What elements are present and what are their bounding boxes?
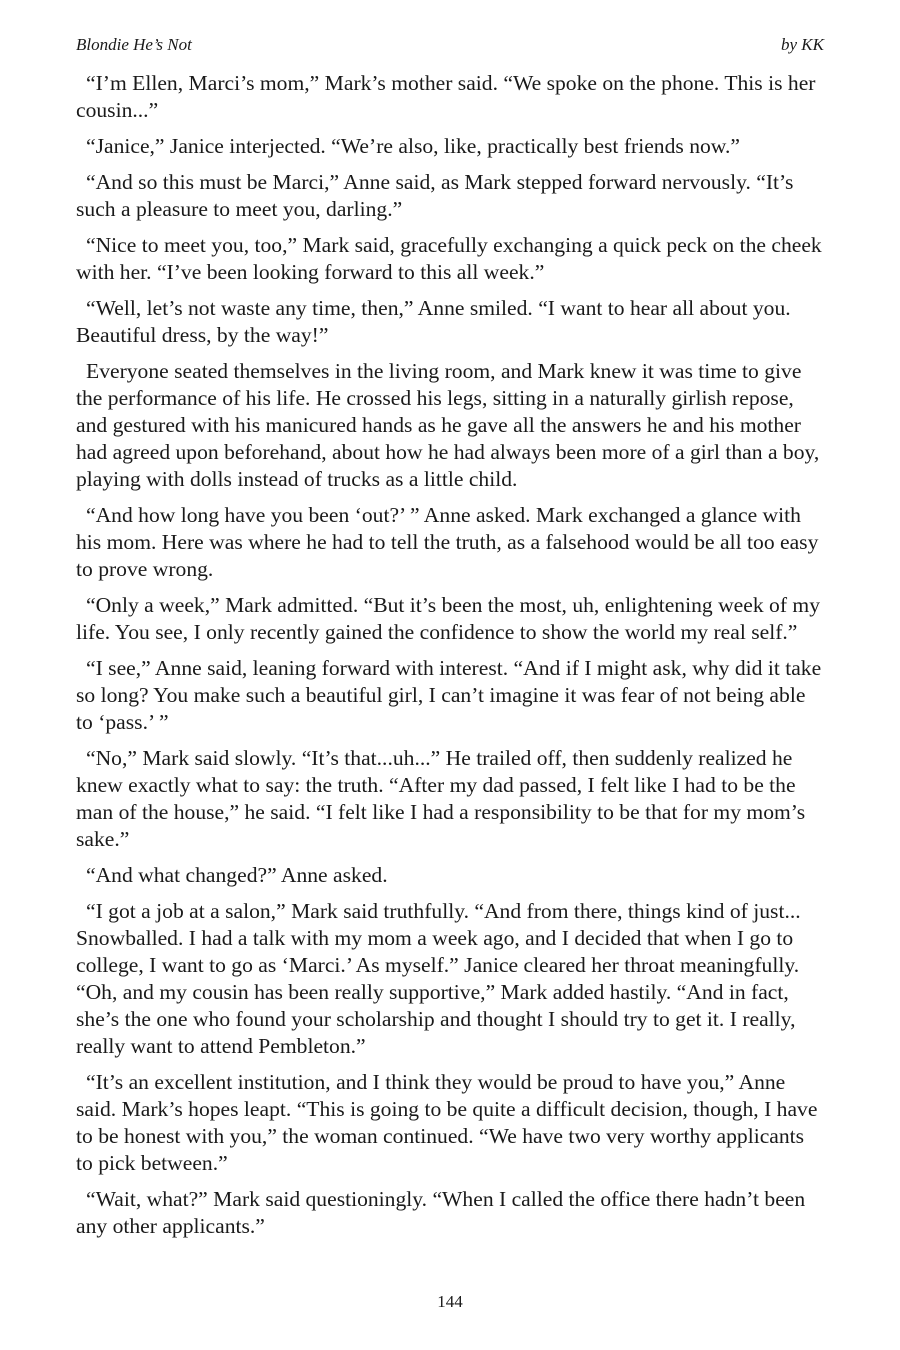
author-name: by KK [781,35,824,54]
body-text [76,70,826,1249]
paragraph: “It’s an excellent institution, and I think they would be proud to have you,” Anne said. Mark’s hopes leapt. “This is going to be quite a difficult decision, though, I have to be honest with you,” the woman continued. “We have two very worthy applicants to pick between.” [76,1070,818,1175]
paragraph: Everyone seated themselves in the living room, and Mark knew it was time to give the performance of his life. He crossed his legs, sitting in a naturally girlish repose, and gestured with his manicured hands as he gave all the answers he and his mother had agreed upon beforehand, about how he had always been more of a girl than a boy, playing with dolls instead of trucks as a little child. [76,359,820,491]
paragraph: “Well, let’s not waste any time, then,” Anne smiled. “I want to hear all about you. Beautiful dress, by the way!” [76,296,791,347]
paragraph: “And how long have you been ‘out?’ ” Anne asked. Mark exchanged a glance with his mom. Here was where he had to tell the truth, as a falsehood would be all too easy to prove wrong. [76,503,819,581]
paragraph: “I got a job at a salon,” Mark said truthfully. “And from there, things kind of just... Snowballed. I had a talk with my mom a week ago, and I decided that when I go to college, I want to go as ‘Marci.’ As myself.” Janice cleared her throat meaningfully. “Oh, and my cousin has been really supportive,” Mark added hastily. “And in fact, she’s the one who found your scholarship and thought I should try to get it. I really, really want to attend Pembleton.” [76,899,801,1058]
page-number: 144 [437,1292,463,1311]
paragraph: “Janice,” Janice interjected. “We’re also, like, practically best friends now.” [86,134,740,158]
paragraph: “And what changed?” Anne asked. [86,863,388,887]
paragraph: “Only a week,” Mark admitted. “But it’s been the most, uh, enlightening week of my life. You see, I only recently gained the confidence to show the world my real self.” [76,593,821,644]
book-title: Blondie He’s Not [76,35,192,54]
paragraph: “I’m Ellen, Marci’s mom,” Mark’s mother said. “We spoke on the phone. This is her cousin...” [76,71,816,122]
running-header [76,34,824,56]
paragraph: “No,” Mark said slowly. “It’s that...uh...” He trailed off, then suddenly realized he knew exactly what to say: the truth. “After my dad passed, I felt like I had to be the man of the house,” he said. “I felt like I had a responsibility to be that for my mom’s sake.” [76,746,806,851]
paragraph: “And so this must be Marci,” Anne said, as Mark stepped forward nervously. “It’s such a pleasure to meet you, darling.” [76,170,794,221]
paragraph: “I see,” Anne said, leaning forward with interest. “And if I might ask, why did it take so long? You make such a beautiful girl, I can’t imagine it was fear of not being able to ‘pass.’ ” [76,656,822,734]
paragraph: “Wait, what?” Mark said questioningly. “When I called the office there hadn’t been any other applicants.” [76,1187,806,1238]
paragraph: “Nice to meet you, too,” Mark said, gracefully exchanging a quick peck on the cheek with her. “I’ve been looking forward to this all week.” [76,233,822,284]
